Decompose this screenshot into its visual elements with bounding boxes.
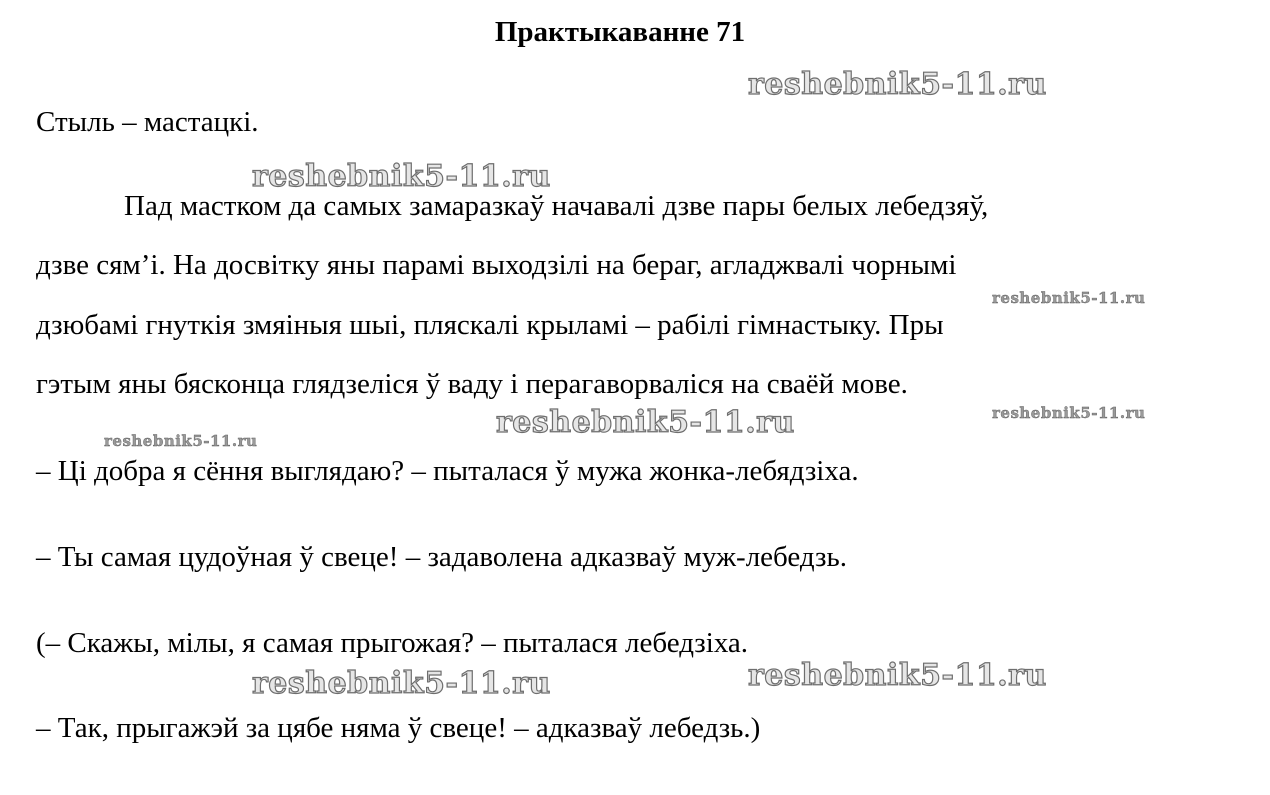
paragraph-line-3: дзюбамі гнуткія змяіныя шыі, пляскалі крыламі – рабілі гімнастыку. Пры (36, 309, 944, 341)
paragraph-line-2: дзве сям’і. На досвітку яны парамі выходзілі на бераг, агладжвалі чорнымі (36, 249, 957, 281)
watermark-logo: reshebnik5-11.ru (992, 404, 1146, 422)
watermark-logo: reshebnik5-11.ru (252, 159, 551, 194)
watermark-logo: reshebnik5-11.ru (104, 432, 258, 450)
watermark-logo: reshebnik5-11.ru (748, 658, 1047, 693)
watermark-logo: reshebnik5-11.ru (992, 289, 1146, 307)
dialogue-line-4: – Так, прыгажэй за цябе няма ў свеце! – адказваў лебедзь.) (36, 712, 761, 744)
watermark-logo: reshebnik5-11.ru (496, 405, 795, 440)
exercise-title: Практыкаванне 71 (494, 16, 746, 48)
dialogue-line-3: (– Скажы, мілы, я самая прыгожая? – пыталася лебедзіха. (36, 627, 749, 659)
watermark-logo: reshebnik5-11.ru (748, 67, 1047, 102)
style-line: Стыль – мастацкі. (36, 106, 259, 138)
paragraph-line-1: Пад мастком да самых замаразкаў начавалі дзве пары белых лебедзяў, (124, 190, 989, 222)
dialogue-line-2: – Ты самая цудоўная ў свеце! – задаволена адказваў муж-лебедзь. (36, 541, 847, 573)
paragraph-line-4: гэтым яны бясконца глядзеліся ў ваду і перагаворваліся на сваёй мове. (36, 368, 908, 400)
watermark-logo: reshebnik5-11.ru (252, 666, 551, 701)
dialogue-line-1: – Ці добра я сёння выглядаю? – пыталася ў мужа жонка-лебядзіха. (36, 455, 859, 487)
